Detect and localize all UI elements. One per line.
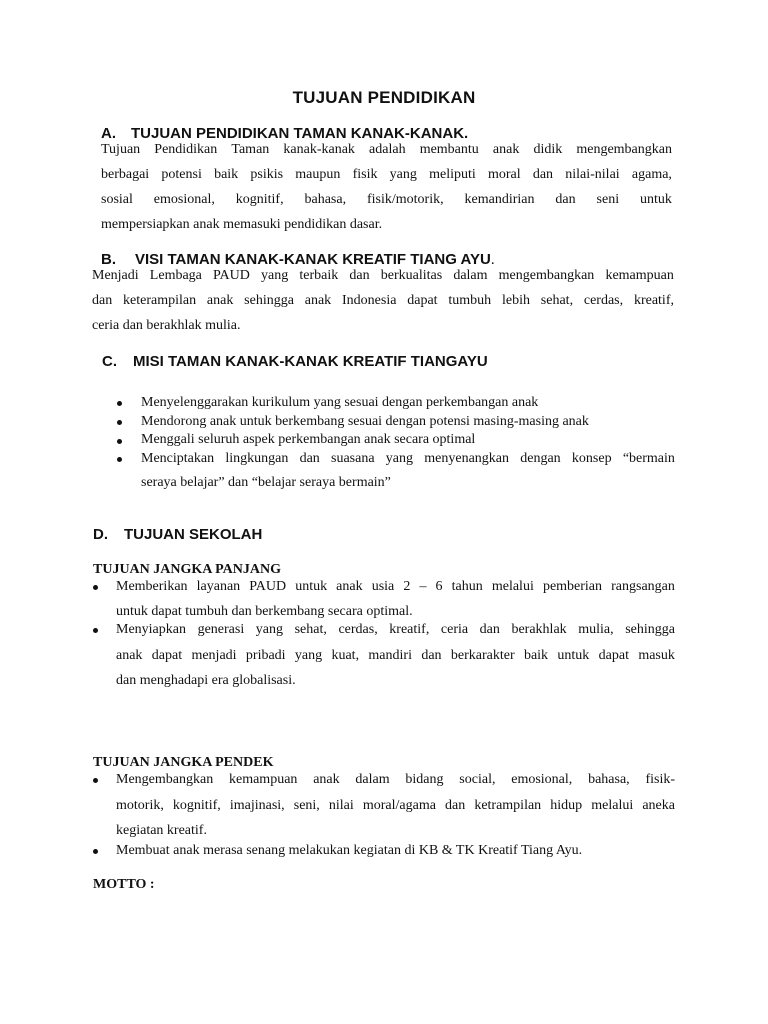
word: dapat xyxy=(598,648,629,663)
word: pemberian xyxy=(542,579,603,594)
word: masuk xyxy=(638,648,675,663)
bullet-icon xyxy=(93,778,98,783)
word: kuat, xyxy=(331,648,360,663)
list-item: Menyelenggarakan kurikulum yang sesuai dengan perkembangan anak xyxy=(141,395,539,410)
word: Memberikan xyxy=(116,579,188,594)
word: mulia, xyxy=(578,622,614,637)
word: Tujuan xyxy=(101,142,141,157)
word: potensi xyxy=(161,167,202,182)
word: melalui xyxy=(491,579,534,594)
word: dan xyxy=(555,192,576,207)
word: aneka xyxy=(642,798,675,813)
word: fisik xyxy=(352,167,378,182)
word: kreatif, xyxy=(633,293,674,308)
word: dapat xyxy=(407,293,438,308)
word: agama, xyxy=(631,167,672,182)
word: Menyiapkan xyxy=(116,622,186,637)
list-item-continuation: untuk dapat tumbuh dan berkembang secara optimal. xyxy=(116,604,413,619)
bullet-icon xyxy=(93,585,98,590)
word: Mengembangkan xyxy=(116,772,214,787)
word: meliputi xyxy=(429,167,476,182)
word: cerdas, xyxy=(583,293,624,308)
word: sehingga xyxy=(244,293,294,308)
section-d-title: TUJUAN SEKOLAH xyxy=(124,526,263,543)
word: bahasa, xyxy=(588,772,630,787)
word: dan xyxy=(479,622,500,637)
word: dapat xyxy=(151,648,183,663)
word: social, xyxy=(459,772,496,787)
word: moral/agama xyxy=(362,798,436,813)
section-b-title-suffix: . xyxy=(490,252,495,268)
section-c-title: MISI TAMAN KANAK-KANAK KREATIF TIANGAYU xyxy=(133,353,488,370)
word: – xyxy=(419,579,427,594)
list-item-continuation xyxy=(116,798,675,814)
word: usia xyxy=(371,579,395,594)
word: berkarakter xyxy=(450,648,515,663)
word: sosial xyxy=(101,192,133,207)
word: untuk xyxy=(557,648,590,663)
list-item: Menggali seluruh aspek perkembangan anak secara optimal xyxy=(141,432,476,447)
word: anak xyxy=(336,579,363,594)
word: emosional, xyxy=(511,772,573,787)
word: emosional, xyxy=(153,192,215,207)
word: psikis xyxy=(250,167,284,182)
word: generasi xyxy=(197,622,245,637)
list-item: Membuat anak merasa senang melakukan kegiatan di KB & TK Kreatif Tiang Ayu. xyxy=(116,843,583,858)
word: menyenangkan xyxy=(424,451,509,466)
word: tahun xyxy=(451,579,483,594)
word: yang xyxy=(385,451,414,466)
word: Menjadi xyxy=(92,268,139,283)
word: kognitif, xyxy=(172,798,221,813)
word: yang xyxy=(294,648,323,663)
word: fisik/motorik, xyxy=(367,192,444,207)
word: dan xyxy=(421,648,442,663)
word: dengan xyxy=(520,451,561,466)
bullet-icon xyxy=(117,420,122,425)
word: terbaik xyxy=(299,268,339,283)
word: kreatif, xyxy=(389,622,430,637)
word: seni xyxy=(596,192,620,207)
word: membantu xyxy=(419,142,479,157)
section-b-line: ceria dan berakhlak mulia. xyxy=(92,318,241,333)
long-term-heading: TUJUAN JANGKA PANJANG xyxy=(93,562,281,577)
section-c-heading xyxy=(102,353,488,370)
word: mengembangkan xyxy=(498,268,595,283)
section-b-line xyxy=(92,293,674,309)
word: 6 xyxy=(435,579,443,594)
word: kognitif, xyxy=(235,192,284,207)
word: layanan xyxy=(196,579,241,594)
word: bidang xyxy=(405,772,444,787)
word: dan xyxy=(349,268,370,283)
word: anak xyxy=(313,772,340,787)
word: Indonesia xyxy=(342,293,397,308)
word: anak xyxy=(304,293,332,308)
bullet-icon xyxy=(93,849,98,854)
word: dalam xyxy=(453,268,488,283)
motto-label: MOTTO : xyxy=(93,877,155,892)
list-item: Mendorong anak untuk berkembang sesuai dengan potensi masing-masing anak xyxy=(141,414,589,429)
word: maupun xyxy=(295,167,341,182)
word: ceria xyxy=(440,622,469,637)
list-item xyxy=(116,622,675,638)
word: dan xyxy=(445,798,466,813)
page-title: TUJUAN PENDIDIKAN xyxy=(292,88,476,107)
word: PAUD xyxy=(213,268,250,283)
word: Pendidikan xyxy=(154,142,218,157)
list-item xyxy=(116,772,675,788)
word: rangsangan xyxy=(611,579,675,594)
word: yang xyxy=(255,622,284,637)
word: nilai xyxy=(328,798,354,813)
word: lebih xyxy=(501,293,530,308)
word: fisik- xyxy=(645,772,675,787)
word: dan xyxy=(299,451,320,466)
section-a-letter: A. xyxy=(101,125,116,142)
word: PAUD xyxy=(249,579,287,594)
word: seni, xyxy=(293,798,320,813)
section-a-line: mempersiapkan anak memasuki pendidikan dasar. xyxy=(101,217,383,232)
word: baik xyxy=(214,167,239,182)
bullet-icon xyxy=(117,439,122,444)
word: kemandirian xyxy=(464,192,535,207)
word: baik xyxy=(523,648,549,663)
word: mandiri xyxy=(368,648,412,663)
section-c-letter: C. xyxy=(102,353,117,370)
word: dan xyxy=(92,293,113,308)
section-d-heading xyxy=(93,526,262,543)
word: dan xyxy=(532,167,554,182)
word: tumbuh xyxy=(448,293,492,308)
word: sehat, xyxy=(540,293,574,308)
word: anak xyxy=(492,142,520,157)
word: suasana xyxy=(331,451,375,466)
list-item-continuation xyxy=(116,648,675,664)
word: mengembangkan xyxy=(576,142,672,157)
word: berbagai xyxy=(101,167,150,182)
list-item-continuation: seraya belajar” dan “belajar seraya bermain” xyxy=(141,475,391,490)
word: berakhlak xyxy=(511,622,567,637)
list-item-continuation: dan menghadapi era globalisasi. xyxy=(116,673,296,688)
word: cerdas, xyxy=(338,622,378,637)
word: yang xyxy=(261,268,289,283)
word: keterampilan xyxy=(123,293,197,308)
word: didik xyxy=(533,142,563,157)
word: Taman xyxy=(231,142,270,157)
word: melalui xyxy=(591,798,634,813)
section-a-line xyxy=(101,142,672,158)
word: kemampuan xyxy=(605,268,674,283)
bullet-icon xyxy=(93,628,98,633)
word: 2 xyxy=(403,579,411,594)
word: “bermain xyxy=(622,451,675,466)
word: ketrampilan xyxy=(474,798,542,813)
word: kanak-kanak xyxy=(283,142,355,157)
list-item-continuation: kegiatan kreatif. xyxy=(116,823,207,838)
word: untuk xyxy=(295,579,328,594)
word: lingkungan xyxy=(225,451,289,466)
word: anak xyxy=(206,293,234,308)
word: yang xyxy=(389,167,417,182)
word: berkualitas xyxy=(380,268,443,283)
section-a-line xyxy=(101,192,672,208)
section-b-heading xyxy=(101,251,495,269)
word: anak xyxy=(116,648,143,663)
word: dalam xyxy=(355,772,390,787)
section-d-letter: D. xyxy=(93,526,108,543)
word: konsep xyxy=(571,451,612,466)
word: kemampuan xyxy=(228,772,298,787)
list-item xyxy=(141,451,675,467)
section-a-line xyxy=(101,167,672,183)
section-a-heading xyxy=(101,125,468,142)
word: untuk xyxy=(640,192,672,207)
list-item xyxy=(116,579,675,595)
word: menjadi xyxy=(191,648,237,663)
word: nilai-nilai xyxy=(565,167,620,182)
bullet-icon xyxy=(117,401,122,406)
word: Lembaga xyxy=(149,268,202,283)
section-b-line xyxy=(92,268,674,284)
word: moral xyxy=(487,167,521,182)
word: adalah xyxy=(369,142,406,157)
word: sehat, xyxy=(294,622,327,637)
word: Menciptakan xyxy=(141,451,215,466)
word: hidup xyxy=(550,798,583,813)
word: sehingga xyxy=(625,622,675,637)
section-b-letter: B. xyxy=(101,251,116,268)
word: imajinasi, xyxy=(229,798,285,813)
section-b-title: VISI TAMAN KANAK-KANAK KREATIF TIANG AYU xyxy=(135,251,491,268)
section-a-title: TUJUAN PENDIDIKAN TAMAN KANAK-KANAK. xyxy=(131,125,469,142)
bullet-icon xyxy=(117,457,122,462)
word: bahasa, xyxy=(304,192,347,207)
word: motorik, xyxy=(116,798,164,813)
short-term-heading: TUJUAN JANGKA PENDEK xyxy=(93,755,274,770)
word: pribadi xyxy=(245,648,286,663)
